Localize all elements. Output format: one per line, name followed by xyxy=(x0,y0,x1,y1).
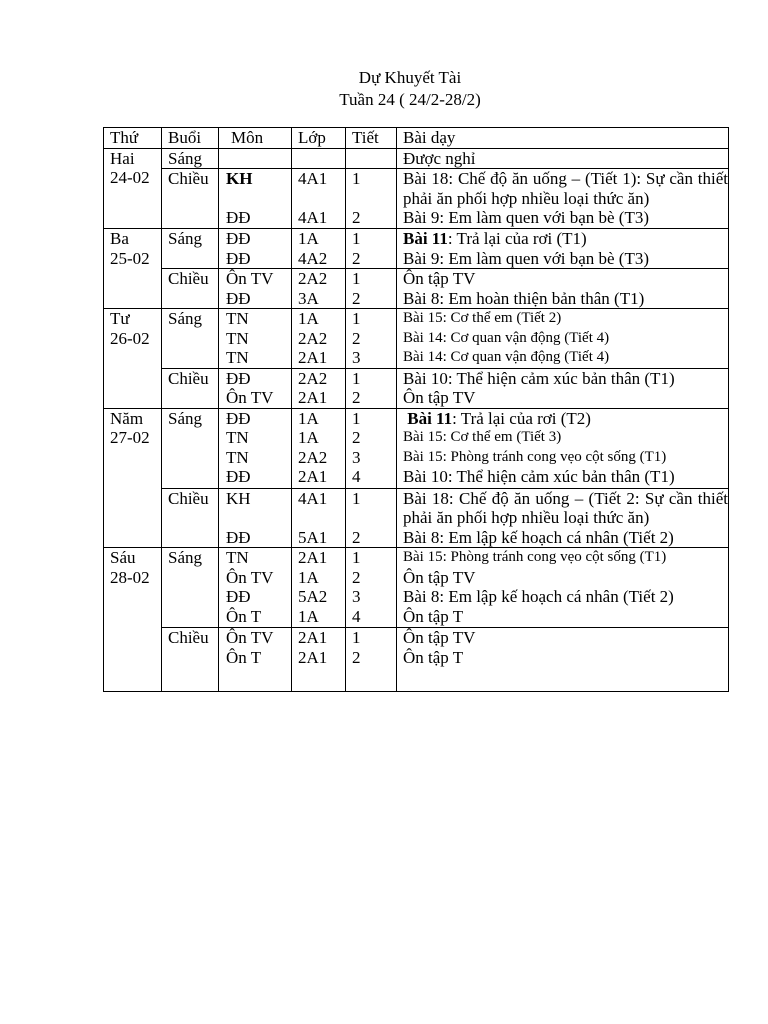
lesson-line: Bài 15: Phòng tránh cong vẹo cột sống (T1) xyxy=(403,549,667,565)
session-cell: Sáng xyxy=(162,229,219,269)
class-item: 2A2 xyxy=(298,269,328,288)
table-row xyxy=(104,548,729,628)
day-cell xyxy=(104,309,162,409)
subject-cell xyxy=(219,148,292,169)
subject-item: KH xyxy=(226,169,253,188)
lesson-line: Bài 8: Em lập kế hoạch cá nhân (Tiết 2) xyxy=(403,527,674,547)
class-item: 4A1 xyxy=(298,169,328,188)
period-item: 4 xyxy=(352,606,361,626)
lesson-line: Bài 18: Chế độ ăn uống – (Tiết 2: Sự cần thiết phải ăn phối hợp nhiều loại thức ăn) xyxy=(403,488,728,527)
period-cell xyxy=(346,488,397,548)
subject-item: Ôn TV xyxy=(226,388,274,407)
subject-cell xyxy=(219,628,292,692)
lesson-cell xyxy=(397,148,729,169)
page-title: Dự Khuyết Tài xyxy=(358,68,462,87)
class-cell xyxy=(292,628,346,692)
day-cell xyxy=(104,229,162,309)
lesson-bold: Bài 11 xyxy=(407,408,453,428)
period-item: 1 xyxy=(352,408,361,428)
lesson-line: Bài 14: Cơ quan vận động (Tiết 4) xyxy=(403,349,610,365)
period-item: 2 xyxy=(352,428,361,447)
lesson-cell xyxy=(397,548,729,628)
day-date: 27-02 xyxy=(110,428,150,447)
subject-cell xyxy=(219,408,292,488)
session-cell: Chiều xyxy=(162,488,219,548)
session-cell: Sáng xyxy=(162,148,219,169)
lesson-cell xyxy=(397,488,729,548)
class-item: 2A1 xyxy=(298,548,328,567)
class-cell xyxy=(292,148,346,169)
period-item: 1 xyxy=(352,368,361,388)
lesson-line: : Trả lại của rơi (T2) xyxy=(452,408,591,428)
subject-item: TN xyxy=(226,328,249,348)
period-item: 1 xyxy=(352,628,361,647)
class-item: 5A1 xyxy=(298,527,328,547)
table-row xyxy=(104,269,729,309)
period-cell xyxy=(346,408,397,488)
session-cell: Sáng xyxy=(162,548,219,628)
subject-item: Ôn T xyxy=(226,647,262,667)
subject-item: ĐĐ xyxy=(226,208,251,227)
class-item: 4A1 xyxy=(298,208,328,227)
lesson-line: Được nghỉ xyxy=(403,148,476,168)
table-row xyxy=(104,169,729,229)
period-cell xyxy=(346,309,397,369)
period-cell xyxy=(346,368,397,408)
subject-item: ĐĐ xyxy=(226,288,251,308)
day-name: Sáu xyxy=(110,548,136,567)
table-row xyxy=(104,488,729,548)
lesson-cell xyxy=(397,628,729,692)
class-item: 2A1 xyxy=(298,388,328,407)
col-header-tiet: Tiết xyxy=(346,128,397,149)
day-name: Tư xyxy=(110,309,130,328)
schedule-table xyxy=(103,127,729,692)
lesson-bold: Bài 11 xyxy=(403,229,448,248)
subject-item: TN xyxy=(226,447,249,467)
period-item: 1 xyxy=(352,169,361,188)
session-cell: Chiều xyxy=(162,628,219,692)
class-cell xyxy=(292,488,346,548)
class-cell xyxy=(292,408,346,488)
class-item: 5A2 xyxy=(298,587,328,606)
lesson-line: Ôn tập T xyxy=(403,606,464,626)
subject-item: TN xyxy=(226,309,249,328)
table-row xyxy=(104,309,729,369)
class-item: 3A xyxy=(298,288,319,308)
lesson-cell xyxy=(397,408,729,488)
period-item: 2 xyxy=(352,647,361,667)
period-item: 4 xyxy=(352,467,361,486)
session-cell: Sáng xyxy=(162,408,219,488)
period-cell xyxy=(346,169,397,229)
day-name: Năm xyxy=(110,408,144,428)
period-item: 2 xyxy=(352,328,361,348)
subject-item: Ôn TV xyxy=(226,628,274,647)
subject-item xyxy=(226,189,291,209)
day-date: 28-02 xyxy=(110,567,150,587)
subject-cell xyxy=(219,269,292,309)
class-item: 1A xyxy=(298,309,319,328)
col-header-lop: Lớp xyxy=(292,128,346,149)
subject-item: TN xyxy=(226,348,249,367)
period-cell xyxy=(346,229,397,269)
period-item: 3 xyxy=(352,348,361,367)
period-item: 2 xyxy=(352,388,361,407)
period-cell xyxy=(346,628,397,692)
lesson-line: Ôn tập TV xyxy=(403,269,476,288)
lesson-line: Bài 10: Thể hiện cảm xúc bản thân (T1) xyxy=(403,368,675,388)
table-row xyxy=(104,408,729,488)
table-row xyxy=(104,628,729,692)
lesson-line: Bài 10: Thể hiện cảm xúc bản thân (T1) xyxy=(403,467,675,486)
day-date: 26-02 xyxy=(110,328,150,348)
day-name: Ba xyxy=(110,229,129,248)
lesson-cell xyxy=(397,309,729,369)
period-item: 2 xyxy=(352,567,361,587)
lesson-line: Bài 9: Em làm quen với bạn bè (T3) xyxy=(403,208,649,227)
lesson-cell xyxy=(397,269,729,309)
class-item: 1A xyxy=(298,408,319,428)
class-item: 2A1 xyxy=(298,647,328,667)
lesson-line: Ôn tập TV xyxy=(403,388,476,407)
lesson-cell xyxy=(397,368,729,408)
period-item: 2 xyxy=(352,288,361,308)
lesson-line: Bài 9: Em làm quen với bạn bè (T3) xyxy=(403,248,649,268)
session-cell: Chiều xyxy=(162,368,219,408)
period-cell xyxy=(346,548,397,628)
subject-item: ĐĐ xyxy=(226,229,251,248)
class-cell xyxy=(292,229,346,269)
col-header-buoi: Buổi xyxy=(162,128,219,149)
subject-item: Ôn TV xyxy=(226,269,274,288)
period-item xyxy=(352,189,396,209)
class-cell xyxy=(292,368,346,408)
page-subtitle: Tuần 24 ( 24/2-28/2) xyxy=(339,90,481,109)
subject-cell xyxy=(219,488,292,548)
subject-item: ĐĐ xyxy=(226,408,251,428)
class-cell xyxy=(292,548,346,628)
col-header-bai-day: Bài dạy xyxy=(397,128,729,149)
session-cell: Chiều xyxy=(162,269,219,309)
subject-item: ĐĐ xyxy=(226,368,251,388)
subject-item xyxy=(226,508,291,528)
day-cell xyxy=(104,548,162,692)
table-row xyxy=(104,229,729,269)
subject-item: Ôn TV xyxy=(226,567,274,587)
class-item: 2A2 xyxy=(298,328,328,348)
period-cell xyxy=(346,148,397,169)
lesson-line: Bài 14: Cơ quan vận động (Tiết 4) xyxy=(403,329,610,346)
period-item: 1 xyxy=(352,548,361,567)
table-row xyxy=(104,148,729,169)
subject-item: KH xyxy=(226,488,251,508)
subject-item: ĐĐ xyxy=(226,467,251,486)
class-item: 4A2 xyxy=(298,248,328,268)
header-row xyxy=(104,128,729,149)
class-item xyxy=(298,189,345,209)
period-item: 1 xyxy=(352,229,361,248)
period-item xyxy=(352,508,396,528)
period-item: 3 xyxy=(352,587,361,606)
subject-item: Ôn T xyxy=(226,606,262,626)
lesson-line: Bài 15: Cơ thể em (Tiết 2) xyxy=(403,310,562,326)
lesson-line: Ôn tập TV xyxy=(403,567,476,587)
subject-item: ĐĐ xyxy=(226,587,251,606)
subject-item: TN xyxy=(226,428,249,447)
subject-item: ĐĐ xyxy=(226,248,251,268)
period-item: 2 xyxy=(352,527,361,547)
class-item: 2A1 xyxy=(298,348,328,367)
period-item: 1 xyxy=(352,488,361,508)
class-cell xyxy=(292,169,346,229)
subject-cell xyxy=(219,548,292,628)
subject-item: ĐĐ xyxy=(226,527,251,547)
class-item: 1A xyxy=(298,229,319,248)
lesson-line: Bài 18: Chế độ ăn uống – (Tiết 1): Sự cần thiết phải ăn phối hợp nhiều loại thức ăn) xyxy=(403,169,728,208)
subject-cell xyxy=(219,229,292,269)
class-item: 2A2 xyxy=(298,447,328,467)
class-item: 2A2 xyxy=(298,368,328,388)
class-item: 1A xyxy=(298,428,319,447)
lesson-line: Bài 15: Phòng tránh cong vẹo cột sống (T1) xyxy=(403,448,667,465)
class-cell xyxy=(292,269,346,309)
lesson-line: Ôn tập TV xyxy=(403,628,476,647)
subject-item: TN xyxy=(226,548,249,567)
lesson-line: Bài 8: Em hoàn thiện bản thân (T1) xyxy=(403,288,645,308)
class-cell xyxy=(292,309,346,369)
day-cell xyxy=(104,148,162,229)
day-date: 25-02 xyxy=(110,248,150,268)
period-item: 2 xyxy=(352,248,361,268)
period-item: 1 xyxy=(352,269,361,288)
period-item: 2 xyxy=(352,208,361,227)
col-header-thu: Thứ xyxy=(104,128,162,149)
day-cell xyxy=(104,408,162,548)
subject-cell xyxy=(219,169,292,229)
lesson-line: Ôn tập T xyxy=(403,647,464,667)
class-item: 4A1 xyxy=(298,488,328,508)
class-item: 2A1 xyxy=(298,628,328,647)
lesson-line: Bài 8: Em lập kế hoạch cá nhân (Tiết 2) xyxy=(403,587,674,606)
day-date: 24-02 xyxy=(110,168,150,187)
period-item: 3 xyxy=(352,447,361,467)
day-name: Hai xyxy=(110,148,135,168)
col-header-mon: Môn xyxy=(219,128,292,149)
table-row xyxy=(104,368,729,408)
class-item xyxy=(298,508,345,528)
session-cell: Sáng xyxy=(162,309,219,369)
lesson-line: Bài 15: Cơ thể em (Tiết 3) xyxy=(403,429,562,445)
class-item: 1A xyxy=(298,606,319,626)
period-item: 1 xyxy=(352,309,361,328)
lesson-line: : Trả lại của rơi (T1) xyxy=(447,229,587,248)
lesson-cell xyxy=(397,229,729,269)
subject-cell xyxy=(219,368,292,408)
period-cell xyxy=(346,269,397,309)
subject-cell xyxy=(219,309,292,369)
lesson-cell xyxy=(397,169,729,229)
class-item: 2A1 xyxy=(298,467,328,486)
session-cell: Chiều xyxy=(162,169,219,229)
class-item: 1A xyxy=(298,567,319,587)
